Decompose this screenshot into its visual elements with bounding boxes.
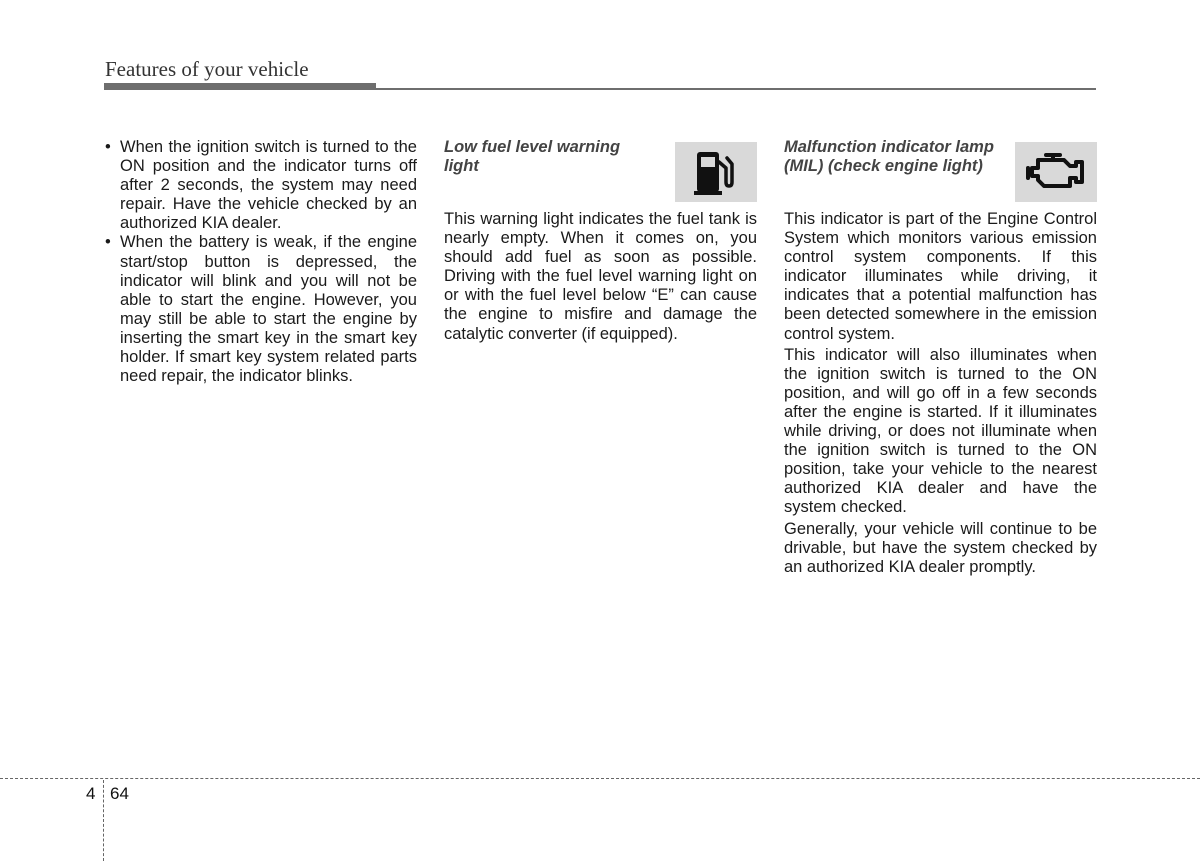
- fuel-section-title: Low fuel level warning light: [444, 138, 621, 175]
- fuel-section-header: [444, 138, 757, 210]
- mil-paragraph: This indicator is part of the Engine Control System which monitors various emission control system components. If this indicator illuminates while driving, it indicates that a potential malfunction has been detected somewhere in the emission control system.: [784, 210, 1097, 343]
- mil-paragraph: Generally, your vehicle will continue to be drivable, but have the system checked by an authorized KIA dealer promptly.: [784, 519, 1097, 576]
- header-rule-thin: [376, 88, 1096, 90]
- mil-paragraph: This indicator will also illuminates when the ignition switch is turned to the ON position, and will go off in a few seconds after the engine is started. If it illuminates while driving, or does not illuminate when the ignition switch is turned to the ON position, take your vehicle to the nearest authorized KIA dealer and have the system checked.: [784, 345, 1097, 517]
- footer-rule: [0, 778, 1200, 779]
- column-1: [104, 138, 417, 386]
- mil-section-header: [784, 138, 1097, 210]
- page-number: 64: [110, 784, 129, 803]
- bullet-list: [104, 138, 417, 386]
- chapter-number: 4: [86, 784, 96, 803]
- fuel-warning-paragraph: This warning light indicates the fuel tank is nearly empty. When it comes on, you should add fuel as soon as possible. Driving with the fuel level warning light on or with the fuel level below “E” can cause the engine to misfire and damage the catalytic converter (if equipped).: [444, 210, 757, 343]
- header-rule-thick: [104, 83, 376, 90]
- engine-icon: [1015, 142, 1097, 202]
- mil-section-title: Malfunction indicator lamp (MIL) (check engine light): [784, 138, 994, 175]
- page-title: Features of your vehicle: [105, 57, 309, 81]
- bullet-item: • When the ignition switch is turned to the ON position and the indicator turns off after 2 seconds, the system may need repair. Have the vehicle checked by an authorized KIA dealer.: [104, 138, 417, 233]
- column-3: [784, 138, 1097, 577]
- bullet-item: • When the battery is weak, if the engine start/stop button is depressed, the indicator will blink and you will not be able to start the engine. However, you may still be able to start the engine by inserting the smart key in the smart key holder. If smart key system related parts need repair, the indicator blinks.: [104, 233, 417, 386]
- fuel-pump-icon: [675, 142, 757, 202]
- column-2: [444, 138, 757, 344]
- footer-divider: [103, 780, 104, 861]
